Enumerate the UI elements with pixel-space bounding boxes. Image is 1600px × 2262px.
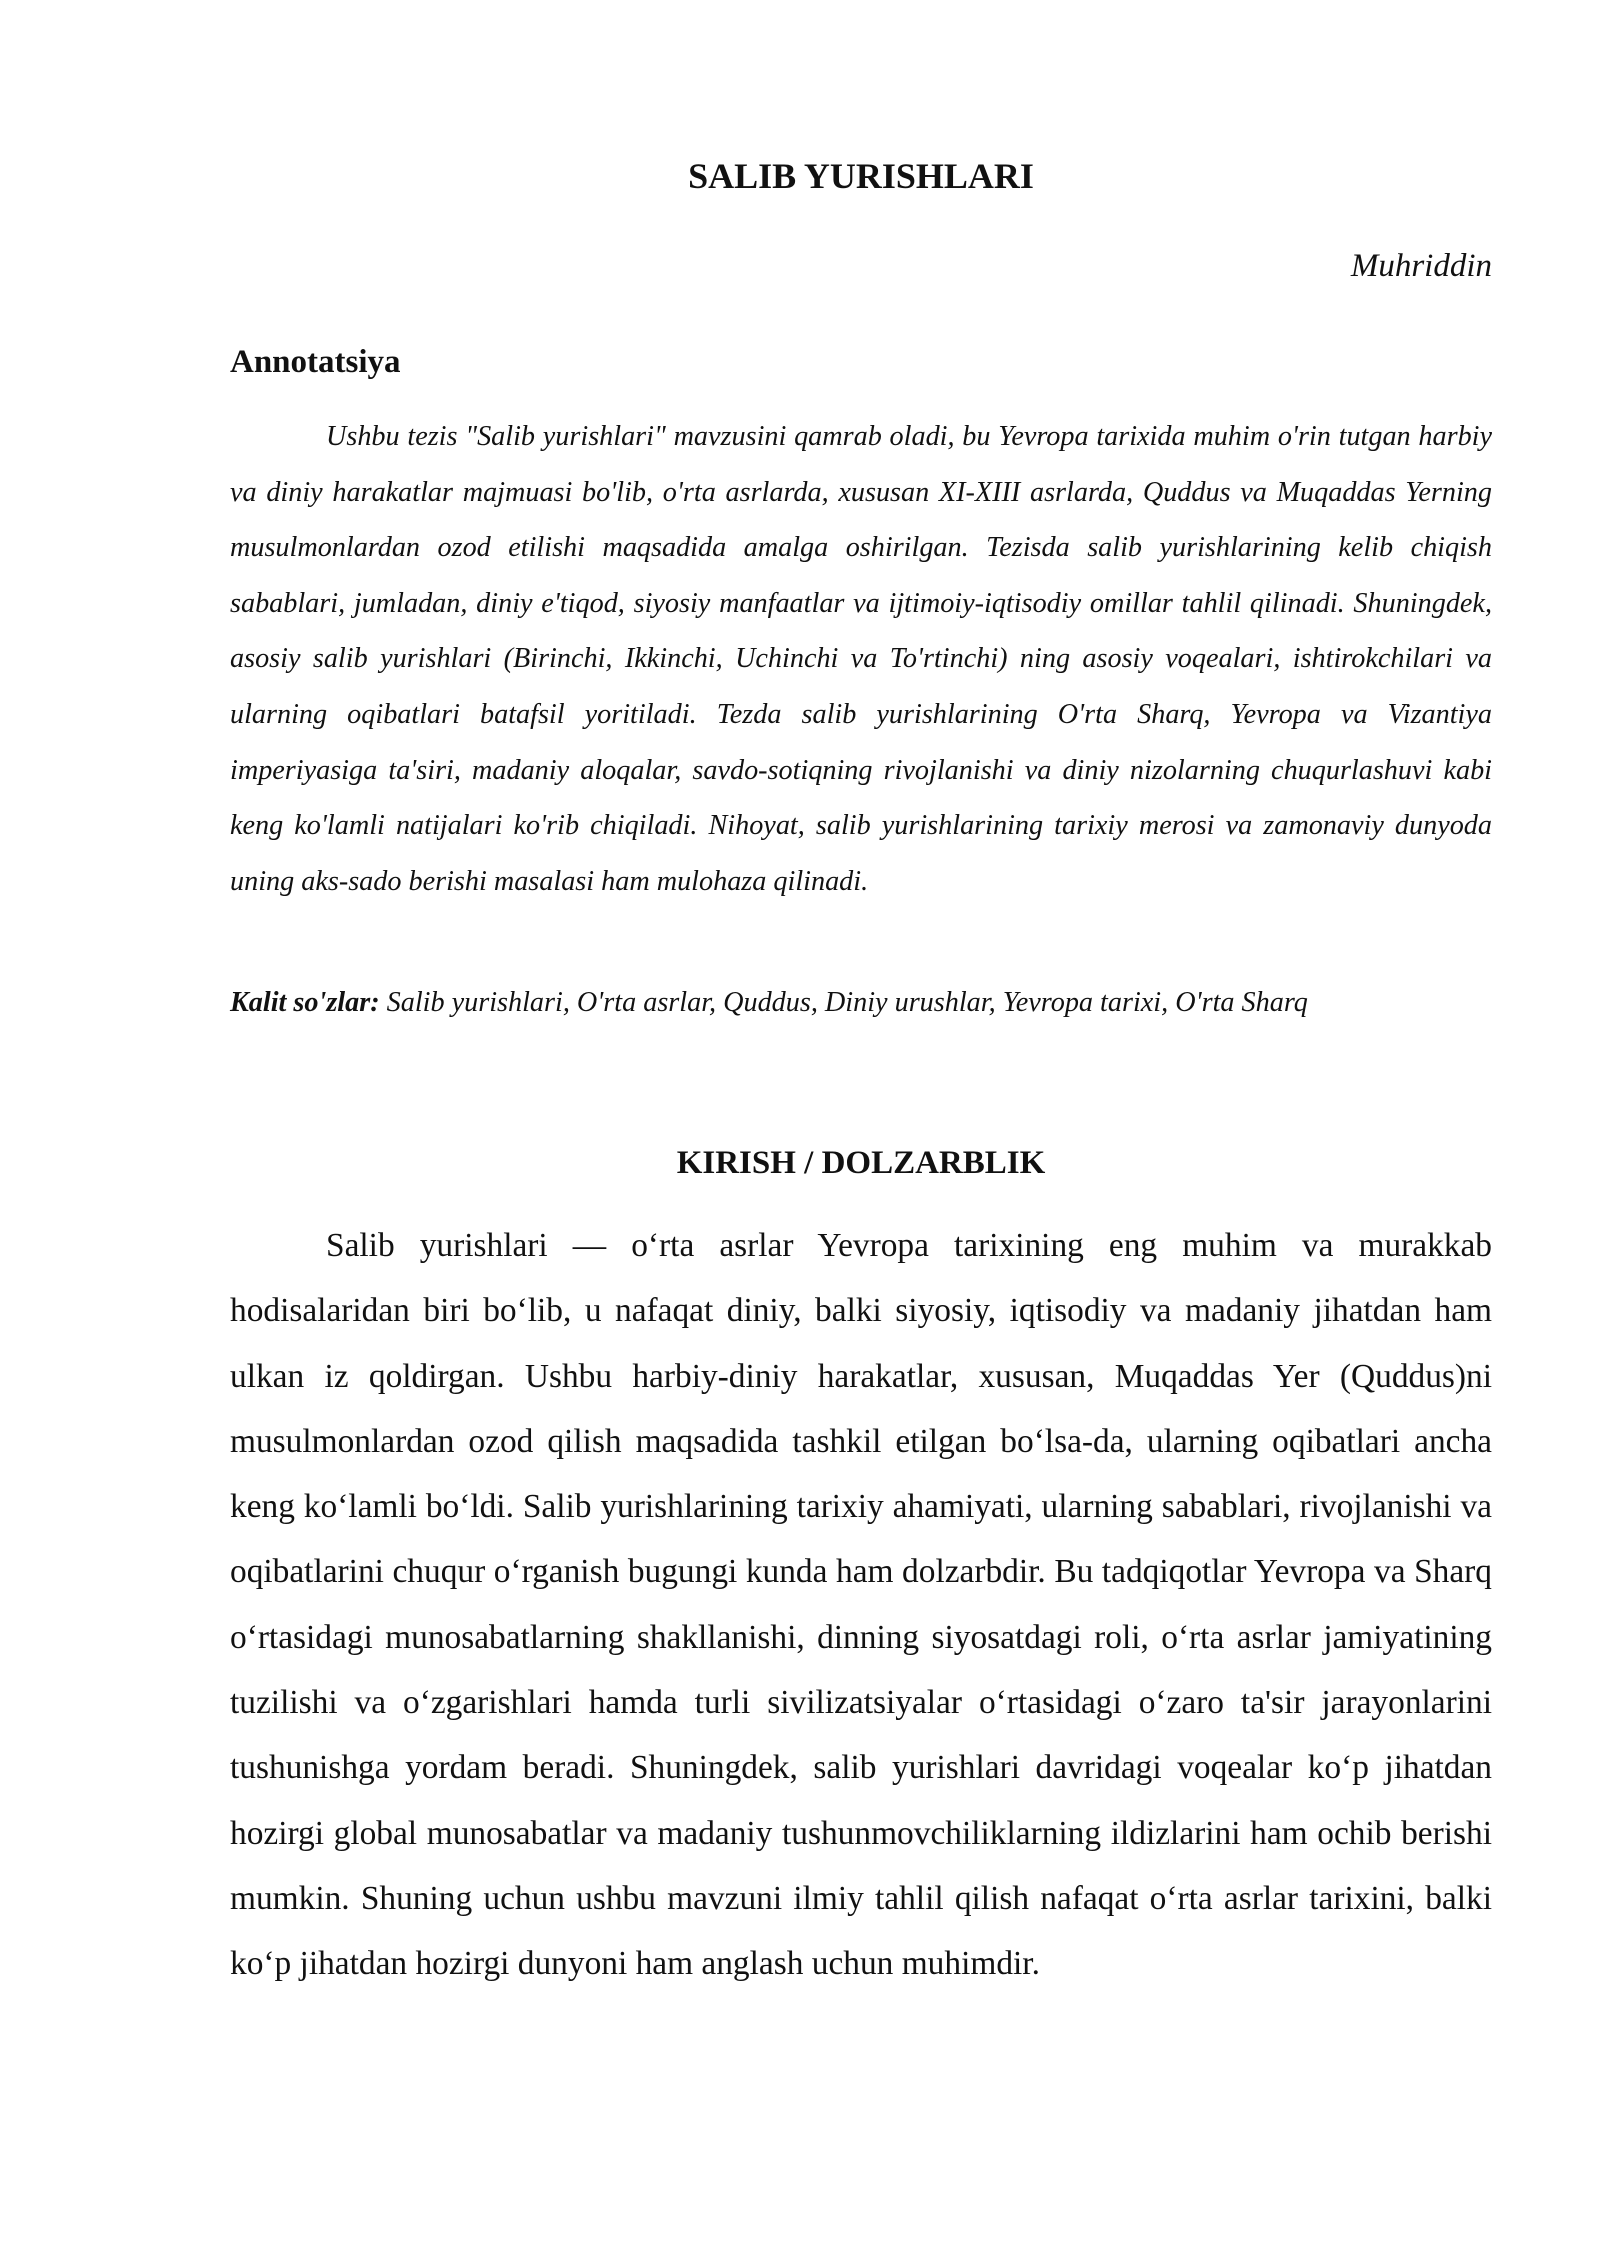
section-heading-introduction: KIRISH / DOLZARBLIK <box>676 1145 1046 1181</box>
keywords-label: Kalit so'zlar: <box>230 987 380 1018</box>
keywords-list: Salib yurishlari, O'rta asrlar, Quddus, Diniy urushlar, Yevropa tarixi, O'rta Sharq <box>379 987 1308 1018</box>
paper-title: SALIB YURISHLARI <box>688 156 1034 196</box>
annotation-heading: Annotatsiya <box>230 344 401 380</box>
introduction-paragraph: Salib yurishlari — o‘rta asrlar Yevropa tarixining eng muhim va murakkab hodisalaridan biri bo‘lib, u nafaqat diniy, balki siyosiy, iqtisodiy va madaniy jihatdan ham ulkan iz qoldirgan. Ushbu harbiy-diniy harakatlar, xususan, Muqaddas Yer (Quddus)ni musulmonlardan ozod qilish maqsadida tashkil etilgan bo‘lsa-da, ularning oqibatlari ancha keng ko‘lamli bo‘ldi. Salib yurishlarining tarixiy ahamiyati, ularning sabablari, rivojlanishi va oqibatlarini chuqur o‘rganish bugungi kunda ham dolzarbdir. Bu tadqiqotlar Yevropa va Sharq o‘rtasidagi munosabatlarning shakllanishi, dinning siyosatdagi roli, o‘rta asrlar jamiyatining tuzilishi va o‘zgarishlari hamda turli sivilizatsiyalar o‘rtasidagi o‘zaro ta'sir jarayonlarini tushunishga yordam beradi. Shuningdek, salib yurishlari davridagi voqealar ko‘p jihatdan hozirgi global munosabatlar va madaniy tushunmovchiliklarning ildizlarini ham ochib berishi mumkin. Shuning uchun ushbu mavzuni ilmiy tahlil qilish nafaqat o‘rta asrlar tarixini, balki ko‘p jihatdan hozirgi dunyoni ham anglash uchun muhimdir. <box>230 1227 1492 1983</box>
author-name: Muhriddin <box>1350 248 1492 284</box>
abstract-paragraph: Ushbu tezis "Salib yurishlari" mavzusini qamrab oladi, bu Yevropa tarixida muhim o'rin tutgan harbiy va diniy harakatlar majmuasi bo'lib, o'rta asrlarda, xususan XI-XIII asrlarda, Quddus va Muqaddas Yerning musulmonlardan ozod etilishi maqsadida amalga oshirilgan. Tezisda salib yurishlarining kelib chiqish sabablari, jumladan, diniy e'tiqod, siyosiy manfaatlar va ijtimoiy-iqtisodiy omillar tahlil qilinadi. Shuningdek, asosiy salib yurishlari (Birinchi, Ikkinchi, Uchinchi va To'rtinchi) ning asosiy voqealari, ishtirokchilari va ularning oqibatlari batafsil yoritiladi. Tezda salib yurishlarining O'rta Sharq, Yevropa va Vizantiya imperiyasiga ta'siri, madaniy aloqalar, savdo-sotiqning rivojlanishi va diniy nizolarning chuqurlashuvi kabi keng ko'lamli natijalari ko'rib chiqiladi. Nihoyat, salib yurishlarining tarixiy merosi va zamonaviy dunyoda uning aks-sado berishi masalasi ham mulohaza qilinadi. <box>230 421 1492 897</box>
keywords-line <box>230 983 1492 1023</box>
